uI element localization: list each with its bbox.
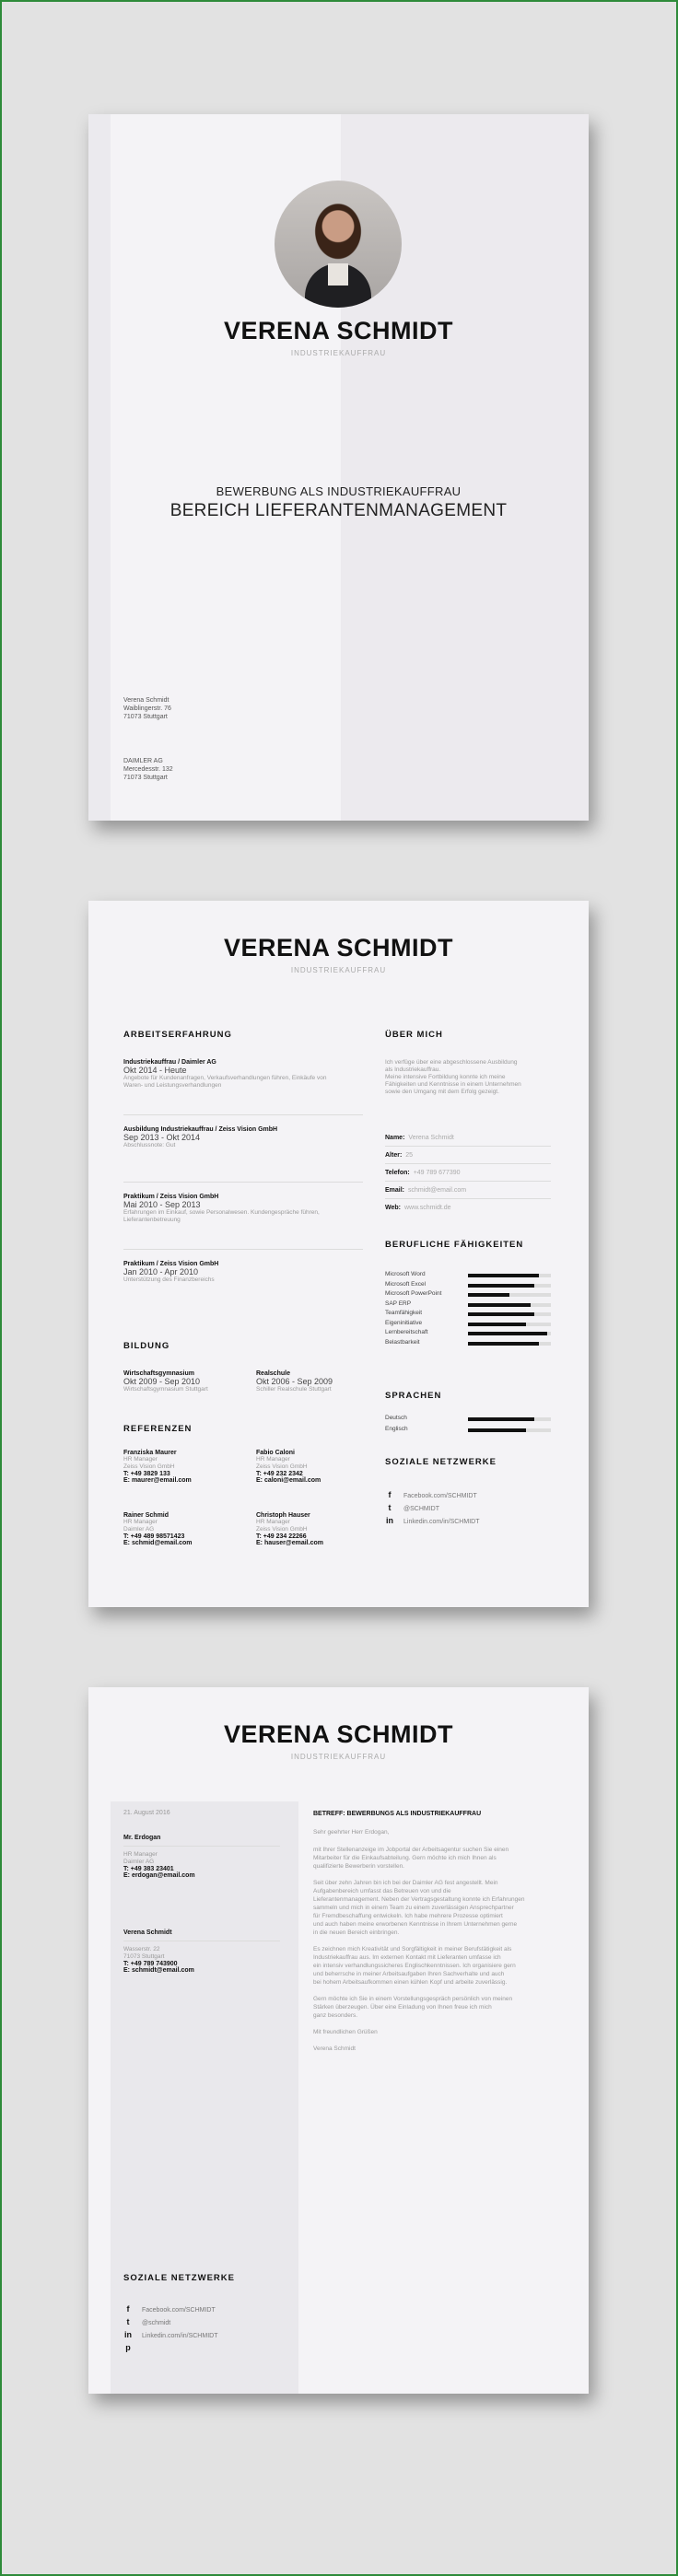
skill-bar [468, 1274, 551, 1277]
skill-bar-fill [468, 1274, 539, 1277]
language-bar-fill [468, 1428, 526, 1432]
sender-tel: T: +49 789 743900 [123, 1961, 178, 1967]
letter-page [88, 1687, 589, 2394]
info-phone: Telefon: +49 789 677390 [385, 1170, 461, 1176]
experience-heading: ARBEITSERFAHRUNG [123, 1030, 232, 1040]
reference-role: HR Manager [123, 1456, 158, 1463]
twitter-icon: t [126, 2317, 130, 2326]
cover-profession: INDUSTRIEKAUFFRAU [290, 349, 387, 357]
reference-company: Zeiss Vision GmbH [123, 1463, 175, 1470]
divider [123, 1182, 363, 1183]
social-heading: SOZIALE NETZWERKE [385, 1457, 497, 1467]
info-name: Name: Verena Schmidt [385, 1135, 454, 1141]
education-date: Okt 2009 - Sep 2010 [123, 1377, 201, 1386]
letter-line: mit Ihrer Stellenanzeige im Jobportal der Arbeitsagentur suchen Sie einen [313, 1847, 509, 1853]
skill-label: Microsoft Word [385, 1271, 426, 1277]
education-item [123, 1370, 239, 1393]
cv-page [88, 901, 589, 1607]
recipient-name: Mr. Erdogan [123, 1835, 161, 1841]
experience-desc: Abschlussnote: Gut [123, 1142, 176, 1148]
letter-line: Stärken überzeugen. Über eine Einladung von Ihnen freue ich mich [313, 2004, 492, 2011]
divider [123, 1846, 280, 1847]
cover-recipient-address [123, 757, 173, 782]
letter-line: Gern möchte ich Sie in einem Vorstellungsgespräch persönlich von meinen [313, 1996, 513, 2002]
social-linkedin-label: Linkedin.com/in/SCHMIDT [142, 2333, 218, 2339]
experience-item [123, 1126, 363, 1149]
languages-heading: SPRACHEN [385, 1391, 442, 1401]
sender-line: Waiblingerstr. 76 [123, 705, 171, 712]
about-text [385, 1059, 560, 1096]
recipient-company: Daimler AG [123, 1859, 155, 1865]
cv-name: VERENA SCHMIDT [223, 934, 453, 962]
experience-title: Praktikum / Zeiss Vision GmbH [123, 1194, 219, 1200]
letter-salutation: Sehr geehrter Herr Erdogan, [313, 1829, 390, 1836]
education-desc: Wirtschaftsgymnasium Stuttgart [123, 1386, 208, 1393]
language-bar-fill [468, 1417, 534, 1421]
letter-line: Verena Schmidt [313, 2046, 356, 2052]
experience-title: Industriekauffrau / Daimler AG [123, 1059, 216, 1066]
profile-photo [275, 181, 402, 308]
skill-bar [468, 1284, 551, 1288]
experience-desc: Unterstützung des Finanzbereichs [123, 1276, 215, 1283]
about-line: Fähigkeiten und Kenntnisse in einem Unternehmen [385, 1081, 521, 1088]
cover-name: VERENA SCHMIDT [223, 317, 453, 344]
reference-tel: T: +49 232 2342 [256, 1471, 303, 1477]
letter-line: ein intensiv verhandlungssicheres Englischkenntnissen. Ich organisiere gern [313, 1963, 516, 1969]
experience-date: Sep 2013 - Okt 2014 [123, 1133, 201, 1142]
social-twitter-label: @schmidt [142, 2320, 171, 2326]
sender-name: Verena Schmidt [123, 1929, 172, 1936]
social-facebook[interactable] [123, 2304, 216, 2314]
reference-name: Rainer Schmid [123, 1512, 170, 1519]
reference-email: E: maurer@email.com [123, 1477, 192, 1484]
experience-item [123, 1261, 363, 1284]
skill-label: Lernbereitschaft [385, 1329, 428, 1335]
social-linkedin-label: Linkedin.com/in/SCHMIDT [403, 1519, 480, 1525]
letter-name: VERENA SCHMIDT [223, 1720, 453, 1748]
cover-sender-address [123, 696, 171, 721]
cover-application-line2: BEREICH LIEFERANTENMANAGEMENT [170, 501, 508, 520]
reference-name: Franziska Maurer [123, 1450, 177, 1456]
language-bar [468, 1417, 551, 1421]
skill-bar-fill [468, 1342, 539, 1346]
facebook-icon: f [388, 1490, 392, 1499]
experience-desc: Waren- und Leistungsverhandlungen [123, 1082, 222, 1089]
skill-label: Belastbarkeit [385, 1338, 420, 1346]
experience-date: Mai 2010 - Sep 2013 [123, 1200, 201, 1209]
reference-item [123, 1512, 239, 1546]
social-facebook[interactable] [385, 1490, 477, 1499]
letter-line: für Fremdbeschaffung entwickeln. Ich habe mehrere Prozesse optimiert [313, 1913, 503, 1919]
sender-line: Verena Schmidt [123, 697, 170, 704]
social-linkedin[interactable] [123, 2330, 217, 2339]
skill-bar-fill [468, 1293, 509, 1297]
skill-bar [468, 1303, 551, 1307]
recipient-line: Mercedesstr. 132 [123, 766, 173, 773]
skill-bar-fill [468, 1312, 534, 1316]
divider [385, 1198, 551, 1199]
cover-application-line1: BEWERBUNG ALS INDUSTRIEKAUFFRAU [216, 484, 462, 498]
reference-name: Christoph Hauser [256, 1512, 310, 1519]
experience-item [123, 1059, 363, 1090]
skills-heading: BERUFLICHE FÄHIGKEITEN [385, 1240, 524, 1250]
education-date: Okt 2006 - Sep 2009 [256, 1377, 333, 1386]
recipient-line: DAIMLER AG [123, 758, 163, 764]
skill-bar-fill [468, 1303, 531, 1307]
social-twitter[interactable] [385, 1503, 439, 1512]
reference-item [123, 1450, 239, 1484]
sender-email: E: schmidt@email.com [123, 1967, 194, 1974]
about-line: Meine intensive Fortbildung konnte ich meine [385, 1074, 506, 1080]
about-heading: ÜBER MICH [385, 1030, 443, 1040]
references-heading: REFERENZEN [123, 1424, 193, 1434]
skill-bar-fill [468, 1323, 526, 1326]
skill-bar-fill [468, 1332, 547, 1335]
letter-line: Mitarbeiter für die Einkaufsabteilung. Gern möchte ich mich Ihnen als [313, 1855, 497, 1861]
linkedin-icon: in [386, 1516, 393, 1525]
divider [385, 1163, 551, 1164]
divider [385, 1181, 551, 1182]
divider [385, 1146, 551, 1147]
recipient-email: E: erdogan@email.com [123, 1872, 195, 1879]
reference-tel: T: +49 234 22266 [256, 1533, 307, 1540]
skill-label: Teamfähigkeit [385, 1310, 423, 1316]
letter-line: Industriekauffrau aus. Im externen Kontakt mit Lieferanten umfasse ich [313, 1954, 501, 1961]
experience-title: Ausbildung Industriekauffrau / Zeiss Vision GmbH [123, 1126, 278, 1133]
reference-role: HR Manager [256, 1456, 290, 1463]
info-web[interactable]: Web: www.schmidt.de [385, 1205, 451, 1211]
info-email[interactable]: Email: schmidt@email.com [385, 1187, 467, 1194]
letter-line: sammeln und mich in einem Team zu einem zuverlässigen Ansprechpartner [313, 1905, 514, 1911]
sender-city: 71073 Stuttgart [123, 1953, 165, 1960]
reference-role: HR Manager [123, 1519, 158, 1525]
skill-bar [468, 1332, 551, 1335]
skill-label: Microsoft Excel [385, 1280, 427, 1288]
letter-line: ganz besonders. [313, 2012, 358, 2019]
reference-company: Daimler AG [123, 1526, 155, 1533]
info-age: Alter: 25 [385, 1152, 414, 1159]
experience-desc: Erfahrungen im Einkauf, sowie Personalwesen. Kundengespräche führen, [123, 1209, 320, 1216]
language-label: Deutsch [385, 1415, 407, 1421]
reference-email: E: caloni@email.com [256, 1477, 321, 1484]
education-item [256, 1370, 371, 1393]
experience-desc: Lieferantenbetreuung [123, 1217, 181, 1223]
skill-label: Microsoft PowerPoint [385, 1290, 442, 1297]
letter-line: Seit über zehn Jahren bin ich bei der Daimler AG fest angestellt. Mein [313, 1880, 498, 1886]
linkedin-icon: in [124, 2330, 132, 2339]
letter-line: qualifizierte Bewerberin vorstellen. [313, 1863, 404, 1870]
letter-social-heading: SOZIALE NETZWERKE [123, 2273, 235, 2283]
reference-item [256, 1512, 371, 1546]
skill-bar [468, 1312, 551, 1316]
facebook-icon: f [126, 2304, 130, 2314]
reference-email: E: hauser@email.com [256, 1540, 323, 1546]
skill-bar [468, 1293, 551, 1297]
skill-bar [468, 1342, 551, 1346]
letter-line: Es zeichnen mich Kreativität und Sorgfältigkeit in meiner Berufstätigkeit als [313, 1946, 512, 1952]
sender-street: Wasserstr. 22 [123, 1946, 160, 1952]
about-line: als Industriekauffrau. [385, 1067, 441, 1073]
reference-item [256, 1450, 371, 1484]
letter-subject: BETREFF: BEWERBUNGS ALS INDUSTRIEKAUFFRAU [313, 1811, 482, 1817]
education-title: Wirtschaftsgymnasium [123, 1370, 194, 1377]
reference-name: Fabio Caloni [256, 1450, 295, 1456]
divider [123, 1249, 363, 1250]
recipient-tel: T: +49 383 23401 [123, 1866, 174, 1872]
social-facebook-label: Facebook.com/SCHMIDT [403, 1493, 477, 1499]
pinterest-icon: p [125, 2343, 131, 2352]
reference-tel: T: +49 489 98571423 [123, 1533, 185, 1540]
skill-bar-fill [468, 1284, 534, 1288]
language-bar [468, 1428, 551, 1432]
skill-bar [468, 1323, 551, 1326]
social-facebook-label: Facebook.com/SCHMIDT [142, 2307, 216, 2314]
sender-line: 71073 Stuttgart [123, 714, 168, 720]
letter-line: Lieferantenmanagement. Neben der Vertragsgestaltung konnte ich Erfahrungen [313, 1896, 525, 1903]
cv-profession: INDUSTRIEKAUFFRAU [290, 966, 387, 974]
divider [123, 1114, 363, 1115]
cover-page [88, 114, 589, 821]
social-pinterest[interactable] [123, 2343, 142, 2352]
about-line: sowie den Umgang mit dem Erfolg gezeigt. [385, 1089, 499, 1095]
letter-recipient [123, 1835, 289, 1879]
skill-label: Eigeninitiative [385, 1319, 423, 1326]
social-linkedin[interactable] [385, 1516, 479, 1525]
recipient-line: 71073 Stuttgart [123, 775, 168, 781]
letter-profession: INDUSTRIEKAUFFRAU [290, 1753, 387, 1761]
letter-line: bei hohem Arbeitsaufkommen einen kühlen Kopf und arbeite zuverlässig. [313, 1979, 508, 1986]
letter-date: 21. August 2016 [123, 1810, 170, 1816]
cover-left-band [88, 114, 111, 821]
letter-line: Aufgabenbereich umfasst das Betreuen von und die [313, 1888, 451, 1894]
experience-desc: Angebote für Kundenanfragen, Verkaufsverhandlungen führen, Einkäufe von [123, 1075, 327, 1081]
twitter-icon: t [388, 1503, 392, 1512]
reference-company: Zeiss Vision GmbH [256, 1526, 308, 1533]
experience-date: Jan 2010 - Apr 2010 [123, 1267, 199, 1276]
reference-company: Zeiss Vision GmbH [256, 1463, 308, 1470]
about-line: Ich verfüge über eine abgeschlossene Ausbildung [385, 1059, 518, 1066]
reference-email: E: schmid@email.com [123, 1540, 193, 1546]
education-heading: BILDUNG [123, 1341, 170, 1351]
education-title: Realschule [256, 1370, 290, 1377]
letter-line: in die neuen Bereich einbringen. [313, 1929, 400, 1936]
experience-item [123, 1194, 363, 1224]
recipient-role: HR Manager [123, 1851, 158, 1858]
letter-line: und beherrsche in meiner Arbeitsaufgaben Ihren Sachverhalte und auch [313, 1971, 505, 1977]
language-label: Englisch [385, 1426, 408, 1432]
reference-tel: T: +49 3829 133 [123, 1471, 170, 1477]
experience-title: Praktikum / Zeiss Vision GmbH [123, 1261, 219, 1267]
letter-sender [123, 1929, 289, 1974]
social-twitter[interactable] [123, 2317, 170, 2326]
education-desc: Schiller Realschule Stuttgart [256, 1386, 332, 1393]
letter-line: Mit freundlichen Grüßen [313, 2029, 378, 2035]
social-twitter-label: @SCHMIDT [403, 1506, 439, 1512]
experience-date: Okt 2014 - Heute [123, 1066, 187, 1075]
letter-line: und auch haben meine erworbenen Kenntnisse in Ihrem Unternehmen gerne [313, 1921, 518, 1928]
reference-role: HR Manager [256, 1519, 290, 1525]
skill-label: SAP ERP [385, 1300, 412, 1307]
